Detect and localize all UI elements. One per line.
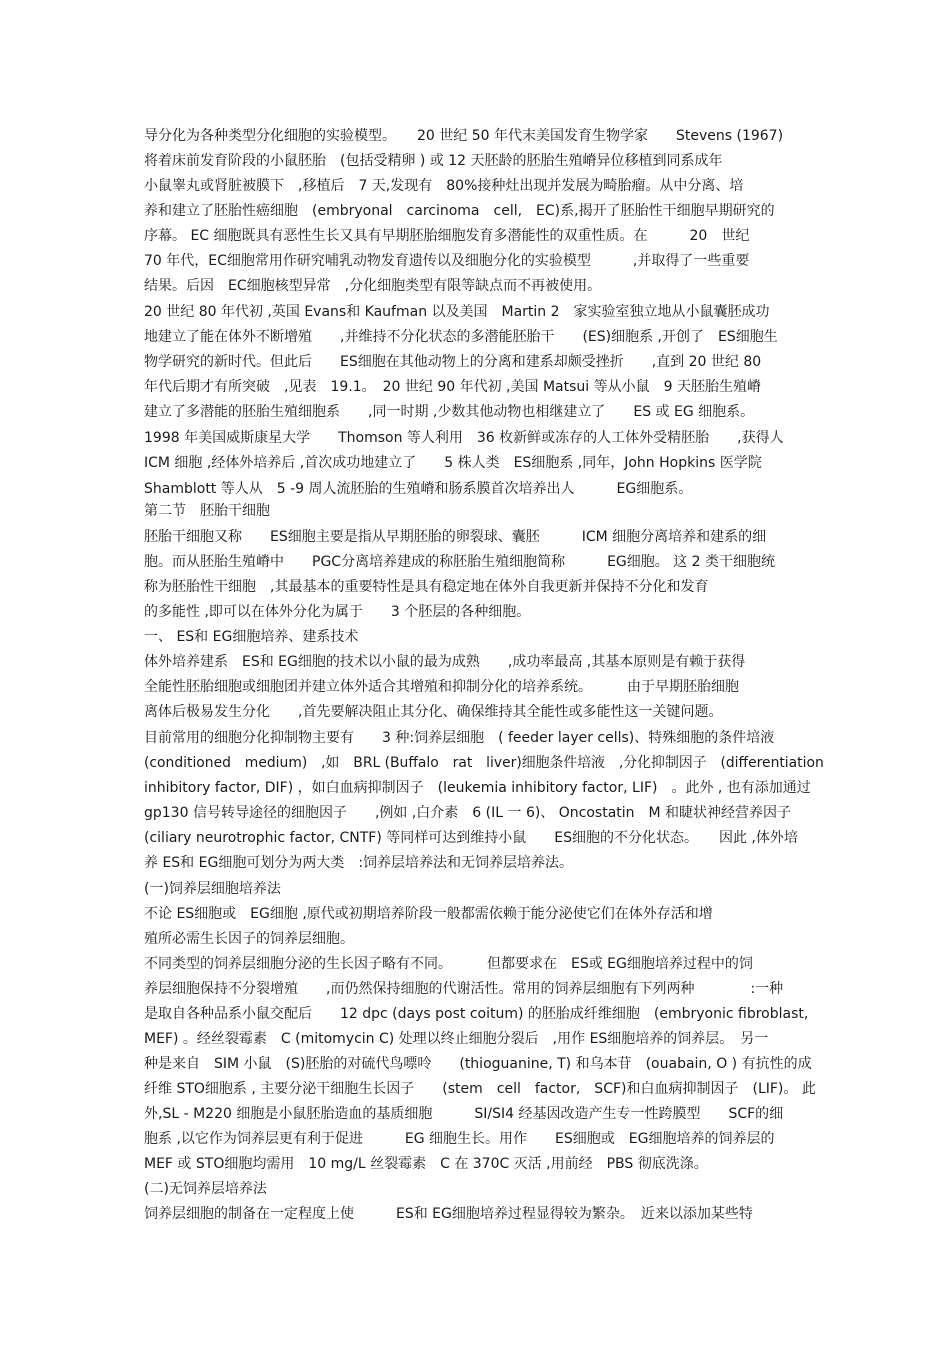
text-line: (ciliary neurotrophic factor, CNTF) 等同样可达到维持小鼠 ES细胞的不分化状态。 因此 ,体外培	[144, 830, 798, 846]
text-line: 体外培养建系 ES和 EG细胞的技术以小鼠的最为成熟 ,成功率最高 ,其基本原则是有赖于获得	[144, 654, 746, 670]
text-line: 物学研究的新时代。但此后 ES细胞在其他动物上的分离和建系却颇受挫折 ,直到 20 世纪 80	[144, 354, 762, 370]
text-line: 殖所必需生长因子的饲养层细胞。	[144, 931, 354, 947]
text-line: 离体后极易发生分化 ,首先要解决阻止其分化、确保维持其全能性或多能性这一关键问题。	[144, 704, 723, 720]
text-line: gp130 信号转导途径的细胞因子 ,例如 ,白介素 6 (IL 一 6)、 Oncostatin M 和睫状神经营养因子	[144, 805, 792, 821]
text-line: 建立了多潜能的胚胎生殖细胞系 ,同一时期 ,少数其他动物也相继建立了 ES 或 EG 细胞系。	[144, 404, 755, 420]
text-line: 序幕。 EC 细胞既具有恶性生长又具有早期胚胎细胞发育多潜能性的双重性质。在 20 世纪	[144, 228, 750, 244]
text-line: 是取自各种品系小鼠交配后 12 dpc (days post coitum) 的胚胎成纤维细胞 (embryonic fibroblast,	[144, 1006, 809, 1022]
text-line: 胞系 ,以它作为饲养层更有利于促进 EG 细胞生长。用作 ES细胞或 EG细胞培养的饲养层的	[144, 1131, 775, 1147]
text-line: MEF 或 STO细胞均需用 10 mg/L 丝裂霉素 C 在 370C 灭活 ,用前经 PBS 彻底洗涤。	[144, 1156, 708, 1172]
text-line: MEF) 。经丝裂霉素 C (mitomycin C) 处理以终止细胞分裂后 ,用作 ES细胞培养的饲养层。 另一	[144, 1031, 769, 1047]
text-line: 饲养层细胞的制备在一定程度上使 ES和 EG细胞培养过程显得较为繁杂。 近来以添加某些特	[144, 1206, 753, 1222]
text-line: 胞。而从胚胎生殖嵴中 PGC分离培养建成的称胚胎生殖细胞简称 EG细胞。 这 2 类干细胞统	[144, 554, 776, 570]
text-line: 70 年代，EC细胞常用作研究哺乳动物发育遗传以及细胞分化的实验模型 ,并取得了一些重要	[144, 253, 750, 269]
text-line: 外,SL - M220 细胞是小鼠胚胎造血的基质细胞 SI/SI4 经基因改造产生专一性跨膜型 SCF的细	[144, 1106, 784, 1122]
text-line: ICM 细胞 ,经体外培养后 ,首次成功地建立了 5 株人类 ES细胞系 ,同年，John Hopkins 医学院	[144, 455, 762, 471]
text-line: 小鼠睾丸或肾脏被膜下 ,移植后 7 天,发现有 80%接种灶出现并发展为畸胎瘤。从中分离、培	[144, 178, 744, 194]
text-line: 将着床前发育阶段的小鼠胚胎 (包括受精卵 ) 或 12 天胚龄的胚胎生殖嵴异位移植到同系成年	[144, 153, 723, 169]
text-line: 目前常用的细胞分化抑制物主要有 3 种:饲养层细胞 ( feeder layer cells)、特殊细胞的条件培液	[144, 730, 775, 746]
text-line: 1998 年美国威斯康星大学 Thomson 等人利用 36 枚新鲜或冻存的人工体外受精胚胎 ,获得人	[144, 430, 784, 446]
text-line: 种是来自 SIM 小鼠 (S)胚胎的对硫代鸟嘌呤 (thioguanine, T) 和乌本苷 (ouabain, O ) 有抗性的成	[144, 1056, 812, 1072]
text-line: 导分化为各种类型分化细胞的实验模型。 20 世纪 50 年代末美国发育生物学家 Stevens (1967)	[144, 128, 784, 144]
text-line: (一)饲养层细胞培养法	[144, 881, 281, 897]
text-line: inhibitory factor, DIF) ，如白血病抑制因子 (leukemia inhibitory factor, LIF) 。此外 , 也有添加通过	[144, 780, 811, 796]
text-line: 全能性胚胎细胞或细胞团并建立体外适合其增殖和抑制分化的培养系统。 由于早期胚胎细胞	[144, 679, 739, 695]
text-line: Shamblott 等人从 5 -9 周人流胚胎的生殖嵴和肠系膜首次培养出人 EG细胞系。	[144, 481, 693, 497]
text-line: 结果。后因 EC细胞核型异常 ,分化细胞类型有限等缺点而不再被使用。	[144, 278, 602, 294]
text-line: 年代后期才有所突破 ,见表 19.1。 20 世纪 90 年代初 ,美国 Matsui 等从小鼠 9 天胚胎生殖嵴	[144, 379, 761, 395]
text-line: 20 世纪 80 年代初 ,英国 Evans和 Kaufman 以及美国 Martin 2 家实验室独立地从小鼠囊胚成功	[144, 304, 770, 320]
text-line: (二)无饲养层培养法	[144, 1181, 267, 1197]
text-line: 称为胚胎性干细胞 ,其最基本的重要特性是具有稳定地在体外自我更新并保持不分化和发育	[144, 579, 709, 595]
text-line: (conditioned medium) ,如 BRL (Buffalo rat liver)细胞条件培液 ,分化抑制因子 (differentiation	[144, 755, 824, 771]
text-line: 养层细胞保持不分裂增殖 ,而仍然保持细胞的代谢活性。常用的饲养层细胞有下列两种 :一种	[144, 981, 784, 997]
text-line: 养 ES和 EG细胞可划分为两大类 :饲养层培养法和无饲养层培养法。	[144, 855, 574, 871]
text-line: 不论 ES细胞或 EG细胞 ,原代或初期培养阶段一般都需依赖于能分泌使它们在体外存活和增	[144, 906, 713, 922]
text-line: 不同类型的饲养层细胞分泌的生长因子略有不同。 但都要求在 ES或 EG细胞培养过程中的饲	[144, 956, 753, 972]
text-line: 一、 ES和 EG细胞培养、建系技术	[144, 629, 359, 645]
text-line: 地建立了能在体外不断增殖 ,并维持不分化状态的多潜能胚胎干 (ES)细胞系 ,开创了 ES细胞生	[144, 329, 778, 345]
text-line: 纤维 STO细胞系 , 主要分泌干细胞生长因子 (stem cell factor, SCF)和白血病抑制因子 (LIF)。 此	[144, 1081, 816, 1097]
text-line: 的多能性 ,即可以在体外分化为属于 3 个胚层的各种细胞。	[144, 604, 531, 620]
text-line: 胚胎干细胞又称 ES细胞主要是指从早期胚胎的卵裂球、囊胚 ICM 细胞分离培养和建系的细	[144, 529, 767, 545]
text-line: 第二节 胚胎干细胞	[144, 503, 270, 519]
text-line: 养和建立了胚胎性癌细胞 (embryonal carcinoma cell, EC)系,揭开了胚胎性干细胞早期研究的	[144, 203, 775, 219]
